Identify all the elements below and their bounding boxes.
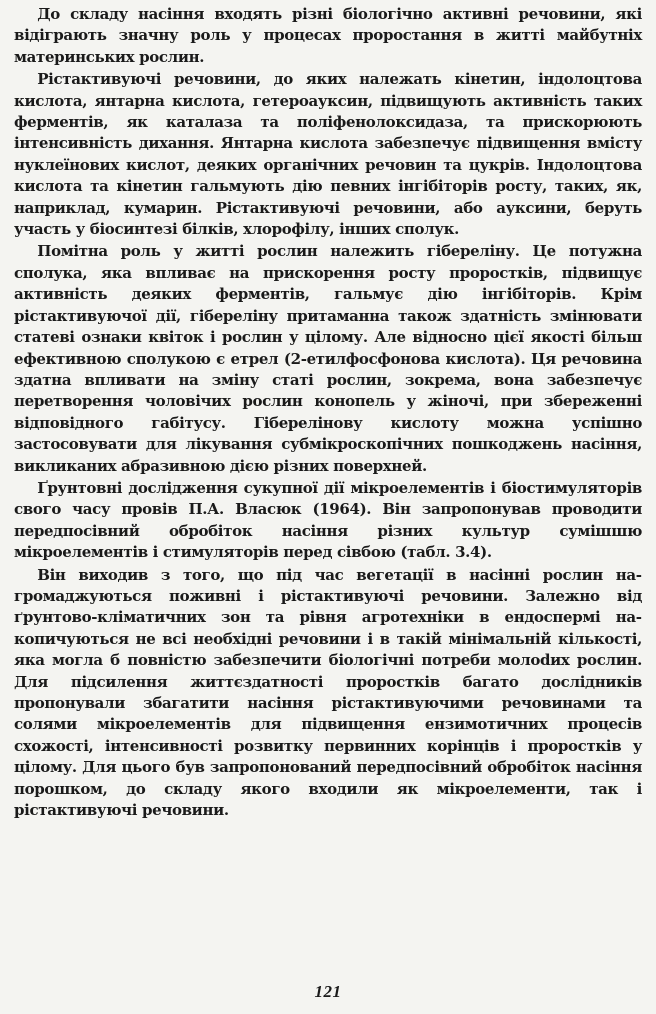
page-body	[14, 4, 642, 821]
paragraph-growth-activators: Рістактивуючі речовини, до яких належать кінетин, індолоцтова кислота, янтарна кислота, гетероауксин, підвищують активність таких ферментів, як каталаза та поліфенолоксидаза, та прискорюють інтенсивність дихання. Янтарна кислота забезпечує підвищення вмісту нуклеїнових кислот, деяких органічних речовин та цукрів. Індолоцтова кислота та кінетин гальмують дію певних інгібіторів росту, таких, як, наприклад, кумарин. Рістактивуючі речовини, або ауксини, беруть участь у біосинтезі білків, хлорофілу, інших сполук.	[14, 70, 642, 239]
paragraph-seed-composition: До складу насіння входять різні біологічно активні речовини, які відіграють значну роль у процесах проростання в житті майбутніх материнських рослин.	[14, 5, 642, 66]
page-number: 121	[314, 982, 342, 1001]
paragraph-vlasiuk-research: Ґрунтовні дослідження сукупної дії мікроелементів і біостимуляторів свого часу провів П.А. Власюк (1964). Він запропонував проводити передпосівний обробіток насіння різних культур сумішшю мікроелементів і стимуляторів перед сівбою (табл. 3.4).	[14, 478, 642, 562]
paragraph-gibberellin: Помітна роль у житті рослин належить гібереліну. Це потужна сполука, яка впливає на прискорення росту проростків, підвищує активність деяких ферментів, гальмує дію інгібіторів. Крім рістактивуючої дії, гібереліну притаманна також здатність змінювати статеві ознаки квіток і рослин у цілому. Але відносно цієї якості більш ефективною сполукою є етрел (2-етилфосфонова кислота). Ця речовина здатна впливати на зміну статі рослин, зокрема, вона забезпечує перетворення чоловічих рослин конопель у жіночі, при збереженні відповідного габітусу. Гіберелінову кислоту можна успішно застосовувати для лікування субмікроскопічних пошкоджень насіння, викликаних абразивною дією різних поверхней.	[14, 242, 642, 475]
paragraph-seed-treatment: Він виходив з того, що під час вегетації в насінні рослин нагромаджуються поживні і рістактивуючі речовини. Залежно від ґрунтово-кліматичних зон та рівня агротехніки в ендоспермі накопичуються не всі необхідні речовини і в такій мінімальній кількості, яка могла б повністю забезпечити біологічні потреби молоdих рослин. Для підсилення життєздатності проростків багато дослідників пропонували збагатити насіння рістактивуючими речовинами та солями мікроелементів для підвищення ензимотичних процесів схожості, інтенсивності розвитку первинних корінців і проростків у цілому. Для цього був запропонований передпосівний обробіток насіння порошком, до складу якого входили як мікроелементи, так і рістактивуючі речовини.	[14, 565, 642, 820]
